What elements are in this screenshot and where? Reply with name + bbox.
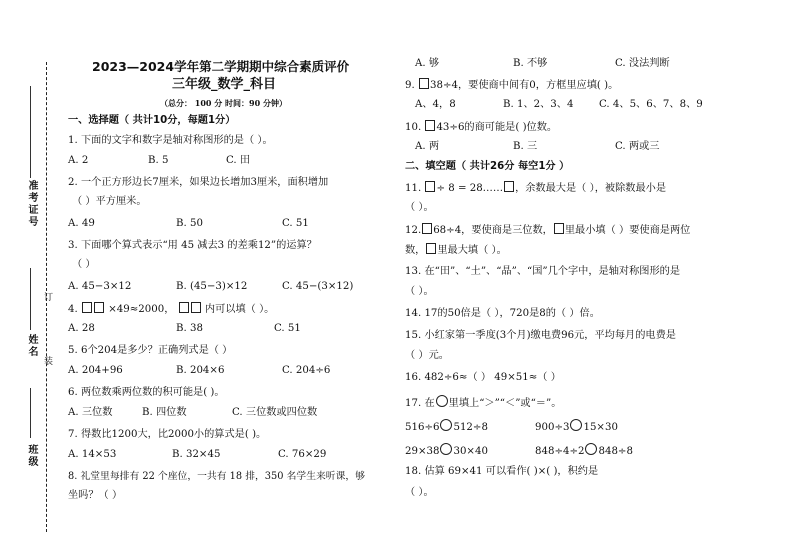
q1-option-a: A. 2 (68, 155, 89, 166)
question-7: 7. 得数比1200大，比2000小的算式是( )。 (68, 429, 267, 440)
binding-strip (0, 0, 58, 560)
q9-option-b: B. 1、2、3、4 (503, 99, 574, 110)
q7-option-b: B. 32×45 (172, 449, 221, 460)
name-line (30, 268, 31, 330)
blank-box (82, 302, 92, 313)
q10-option-a: A. 两 (415, 141, 440, 152)
q3-option-a: A. 45−3×12 (68, 281, 132, 292)
class-label: 班级 (26, 444, 37, 468)
q17-expr: 29×38 (405, 446, 440, 457)
blank-circle (570, 419, 582, 431)
question-15-line-1: 15. 小红家第一季度(3个月)缴电费96元，平均每月的电费是 (405, 330, 676, 341)
q10-option-b: B. 三 (513, 141, 538, 152)
q8-option-c: C. 没法判断 (615, 58, 670, 69)
q8-option-b: B. 不够 (513, 58, 548, 69)
binding-mark-zhuang: 装 (42, 356, 52, 365)
exam-id-line (30, 86, 31, 178)
q1-option-b: B. 5 (148, 155, 169, 166)
question-2-line-1: 2. 一个正方形边长7厘米，如果边长增加3厘米，面积增加 (68, 177, 329, 188)
q4-option-c: C. 51 (274, 323, 301, 334)
question-18-line-1: 18. 估算 69×41 可以看作( )×( )，积约是 (405, 466, 599, 477)
question-14: 14. 17的50倍是（ ），720是8的（ ）倍。 (405, 308, 600, 319)
q9-number: 9. (405, 80, 415, 91)
blank-box (425, 181, 435, 192)
q17-row-1-right (535, 419, 618, 435)
q4-option-a: A. 28 (68, 323, 95, 334)
q9-option-a: A、4，8 (415, 99, 456, 110)
blank-box (422, 223, 432, 234)
question-2-line-2: （ ）平方厘米。 (72, 196, 147, 207)
q4-number: 4. (68, 304, 78, 315)
q17-expr: 15×30 (583, 422, 618, 433)
q12-c: 数， (405, 245, 426, 256)
question-11 (405, 181, 666, 196)
q7-option-c: C. 76×29 (278, 449, 327, 460)
exam-title: 2023—2024学年第二学期期中综合素质评价 (92, 59, 350, 74)
q5-option-a: A. 204+96 (68, 365, 123, 376)
question-17 (405, 395, 561, 411)
q17-expr: 30×40 (453, 446, 488, 457)
blank-circle (440, 443, 452, 455)
question-8-line-1: 8. 礼堂里每排有 22 个座位，一共有 18 排，350 名学生来听课，够 (68, 471, 365, 482)
section-2-heading: 二、填空题（ 共计26分 每空1分 ） (405, 161, 570, 172)
exam-info: （总分： 100 分 时间：90 分钟） (160, 98, 287, 108)
blank-circle (585, 443, 597, 455)
q17-expr: 848÷8 (598, 446, 633, 457)
q17-row-2-right (535, 443, 633, 459)
blank-box (554, 223, 564, 234)
exam-subtitle: 三年级_数学_科目 (172, 77, 277, 92)
question-9 (405, 78, 618, 93)
question-12 (405, 223, 690, 238)
q5-option-b: B. 204×6 (176, 365, 225, 376)
q9-text: 38÷4，要使商中间有0，方框里应填( )。 (429, 80, 619, 91)
question-12-line-2 (405, 243, 507, 258)
q2-option-b: B. 50 (176, 218, 203, 229)
q4-option-b: B. 38 (176, 323, 203, 334)
q11-mid: ÷ 8 = 28…… (436, 183, 504, 194)
q17-expr: 512÷8 (453, 422, 488, 433)
question-13-line-1: 13. 在“田”、“土”、“晶”、“国”几个字中，是轴对称图形的是 (405, 266, 681, 277)
question-11-line-2: （ ）。 (405, 202, 434, 213)
q3-option-c: C. 45−(3×12) (282, 281, 354, 292)
q17-row-1 (405, 419, 488, 435)
q12-d: 里最大填（ ）。 (437, 245, 507, 256)
q11-text: ，余数最大是（ ），被除数最小是 (515, 183, 667, 194)
q12-mid: 68÷4，要使商是三位数， (433, 225, 553, 236)
exam-id-label: 准考证号 (26, 180, 37, 228)
q9-option-c: C. 4、5、6、7、8、9 (599, 99, 703, 110)
binding-dashed-line (46, 62, 47, 532)
question-13-line-2: （ ）。 (405, 286, 434, 297)
q6-option-a: A. 三位数 (68, 407, 113, 418)
blank-circle (436, 395, 448, 407)
class-line (30, 388, 31, 438)
question-4 (68, 302, 274, 317)
q7-option-a: A. 14×53 (68, 449, 117, 460)
blank-box (426, 243, 436, 254)
q6-option-c: C. 三位数或四位数 (232, 407, 318, 418)
q17-expr: 900÷3 (535, 422, 570, 433)
q2-option-a: A. 49 (68, 218, 95, 229)
blank-box (191, 302, 201, 313)
q17-expr: 848÷4÷2 (535, 446, 585, 457)
question-3-line-2: （ ） (72, 259, 96, 270)
question-5: 5. 6个204是多少？正确列式是（ ） (68, 345, 233, 356)
question-6: 6. 两位数乘两位数的积可能是( )。 (68, 387, 225, 398)
blank-circle (440, 419, 452, 431)
q5-option-c: C. 204÷6 (282, 365, 331, 376)
q10-text: 43÷6的商可能是( )位数。 (436, 122, 558, 133)
blank-box (179, 302, 189, 313)
q1-option-c: C. 田 (226, 155, 251, 166)
question-1: 1. 下面的文字和数字是轴对称图形的是（ ）。 (68, 135, 273, 146)
binding-mark-ding: 订 (42, 292, 52, 301)
q11-number: 11. (405, 183, 422, 194)
section-1-heading: 一、选择题（ 共计10分，每题1分） (68, 115, 236, 126)
blank-box (94, 302, 104, 313)
question-3-line-1: 3. 下面哪个算式表示“用 45 减去3 的差乘12”的运算？ (68, 240, 317, 251)
question-15-line-2: （ ）元。 (405, 350, 449, 361)
blank-box (425, 120, 435, 131)
q17-pre: 17. 在 (405, 398, 435, 409)
q2-option-c: C. 51 (282, 218, 309, 229)
q6-option-b: B. 四位数 (142, 407, 187, 418)
q12-text: 里最小填（ ）要使商是两位 (564, 225, 691, 236)
question-10 (405, 120, 557, 135)
q8-option-a: A. 够 (415, 58, 440, 69)
q4-expression: ×49≈2000， (108, 304, 175, 315)
q10-number: 10. (405, 122, 422, 133)
q4-tail: 内可以填（ ）。 (204, 304, 275, 315)
q12-number: 12. (405, 225, 422, 236)
blank-box (419, 78, 429, 89)
blank-box (504, 181, 514, 192)
q17-expr: 516÷6 (405, 422, 440, 433)
name-label: 姓名 (26, 334, 37, 358)
q3-option-b: B. (45−3)×12 (176, 281, 248, 292)
question-18-line-2: （ ）。 (405, 487, 434, 498)
q10-option-c: C. 两或三 (615, 141, 660, 152)
q17-text: 里填上“＞”“＜”或“＝”。 (448, 398, 562, 409)
question-16: 16. 482÷6≈（ ） 49×51≈（ ） (405, 372, 561, 383)
question-8-line-2: 坐吗？（ ） (68, 490, 123, 501)
q17-row-2 (405, 443, 488, 459)
